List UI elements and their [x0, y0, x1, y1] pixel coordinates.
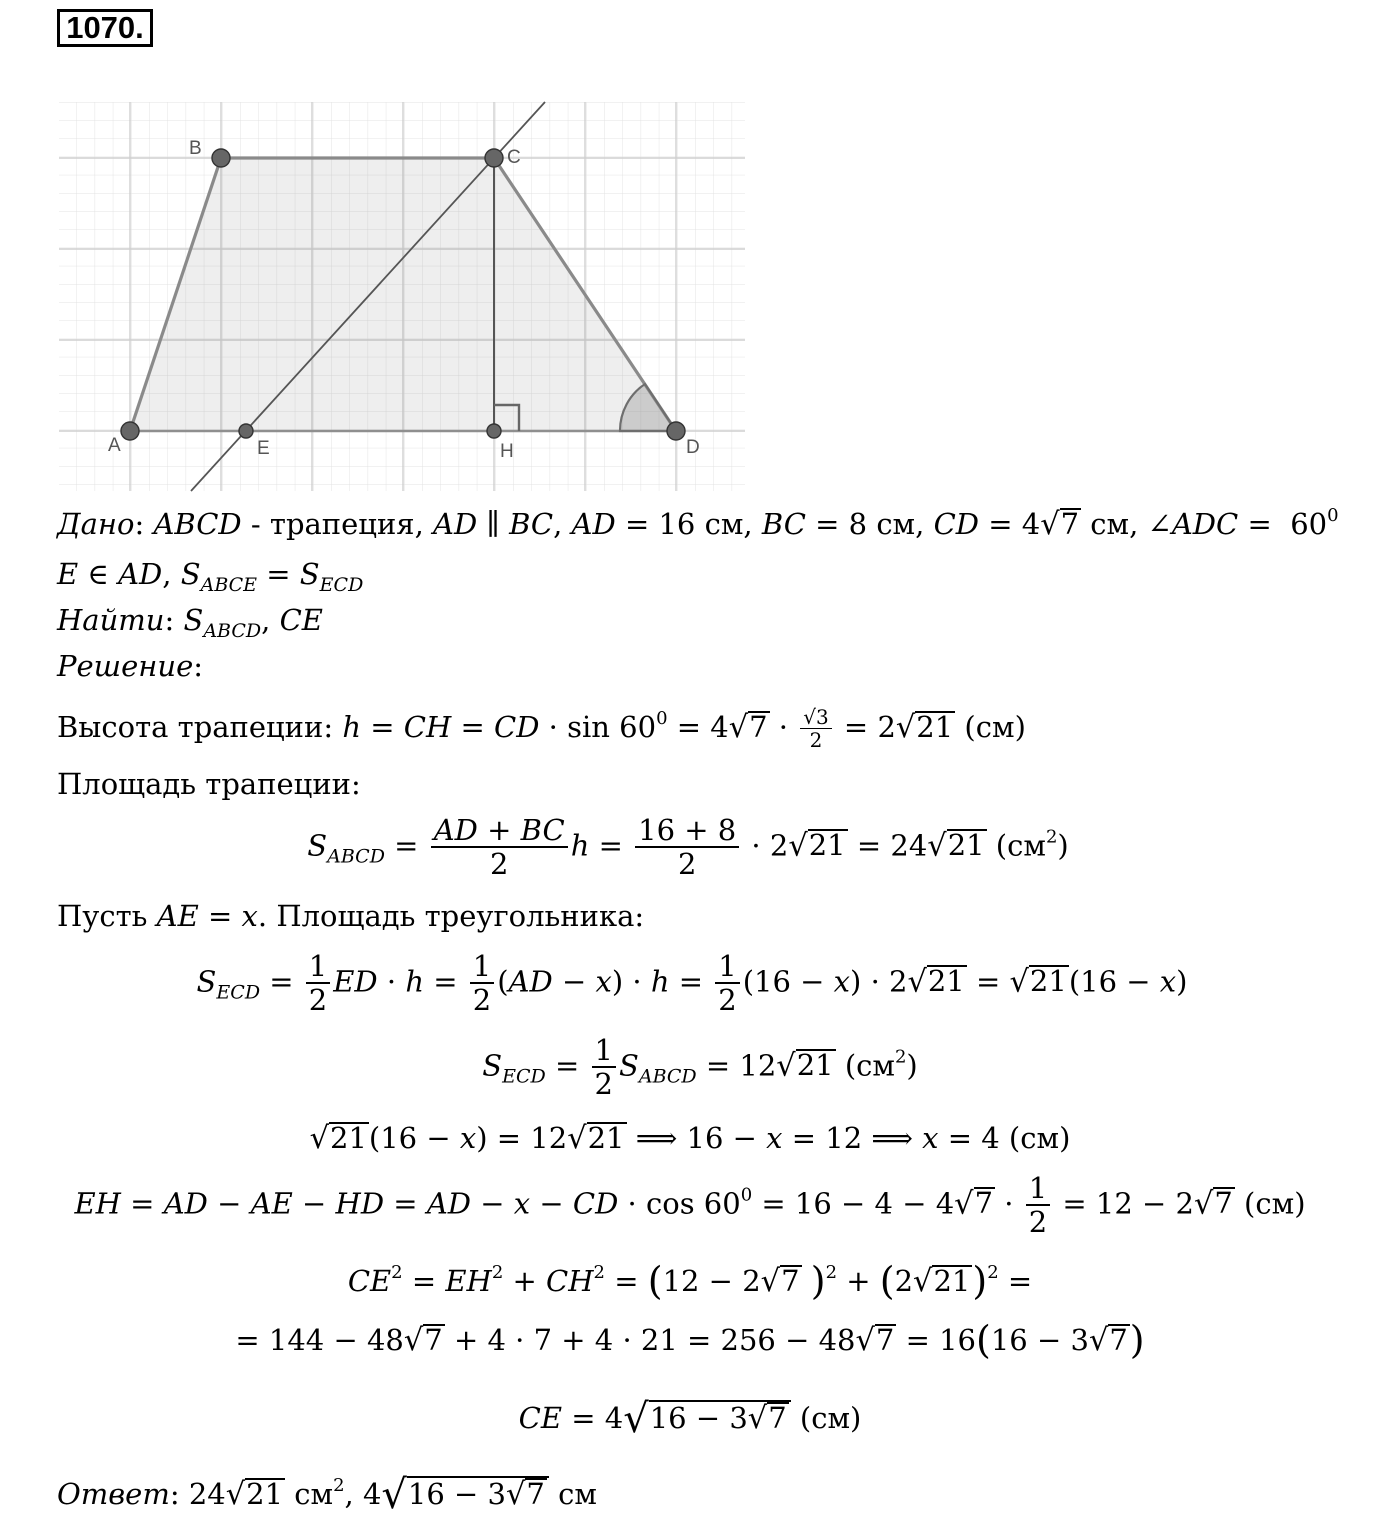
point-a [121, 422, 139, 440]
ecd-formula-2: $S_{ECD}$ = $\frac{1}{2}$ $S_{ABCD} = 12√21$ $(см^2)$ [482, 1033, 918, 1102]
point-e [239, 424, 253, 438]
let-line: Пусть AE = x. Площадь треугольника: [57, 899, 645, 933]
label-h: H [500, 441, 514, 462]
eh-line: EH = AD − AE − HD = AD − x − CD · $\cos 60^0 = 16 - 4 - 4√7$ · $\frac{1}{2}$ = 12 − 2√7 (см) [74, 1171, 1306, 1240]
ecd-formula-1: $S_{ECD}$ = $\frac{1}{2}$ ED · h = $\frac{1}{2}$ (AD − x) · h = $\frac{1}{2}$ (16 − x) · 2√21 = √21(16 − x) [196, 949, 1188, 1018]
solve-x-line: √21(16 − x) = 12√21 ⟹ 16 − x = 12 ⟹ x = 4 (см) [309, 1121, 1071, 1156]
label-c: C [507, 147, 521, 168]
given-line-2: E ∈ AD, $S_{ABCE} = S_{ECD}$ [57, 557, 364, 596]
label-e: E [257, 438, 270, 459]
find-line: Найти: $S_{ABCD}$, CE [57, 603, 323, 642]
area-formula: $S_{ABCD}$ = $\frac{AD + BC}{2}$ h = $\frac{16 + 8}{2}$ · 2√21 = 24√21 $(см^2)$ [307, 813, 1069, 882]
solution-heading: Решение: [57, 649, 204, 683]
ce-squared-line: $CE^2 = EH^2 + CH^2 = (12 - 2√7$ )$^2 + (2√21)^2$ = [347, 1259, 1033, 1303]
point-c [485, 149, 503, 167]
label-d: D [686, 437, 700, 458]
point-b [212, 149, 230, 167]
point-h [487, 424, 501, 438]
trapezoid-figure [0, 0, 760, 500]
answer-line: Ответ: 24√21 $см^2$, 4√16 − 3√7 см [57, 1472, 597, 1518]
area-label: Площадь трапеции: [57, 767, 361, 801]
problem-number: 1070. [57, 9, 153, 47]
ce-expansion-line: = 144 − 48√7 + 4 · 7 + 4 · 21 = 256 − 48√7 = 16(16 − 3√7) [235, 1318, 1145, 1362]
ce-result-line: CE = 4√16 − 3√7 (см) [518, 1396, 862, 1442]
label-a: A [108, 435, 121, 456]
label-b: B [189, 138, 202, 159]
given-line-1: Дано: ABCD - трапеция, AD ∥ BC, AD = 16 см, BC = 8 см, CD = 4√7 см, ∠ADC = $60^0$ [57, 505, 1339, 542]
height-line: Высота трапеции: h = CH = CD · $\sin 60^0 = 4√7$ · $\frac{√3}{2}$ = 2√21 (см) [57, 705, 1026, 753]
point-d [667, 422, 685, 440]
